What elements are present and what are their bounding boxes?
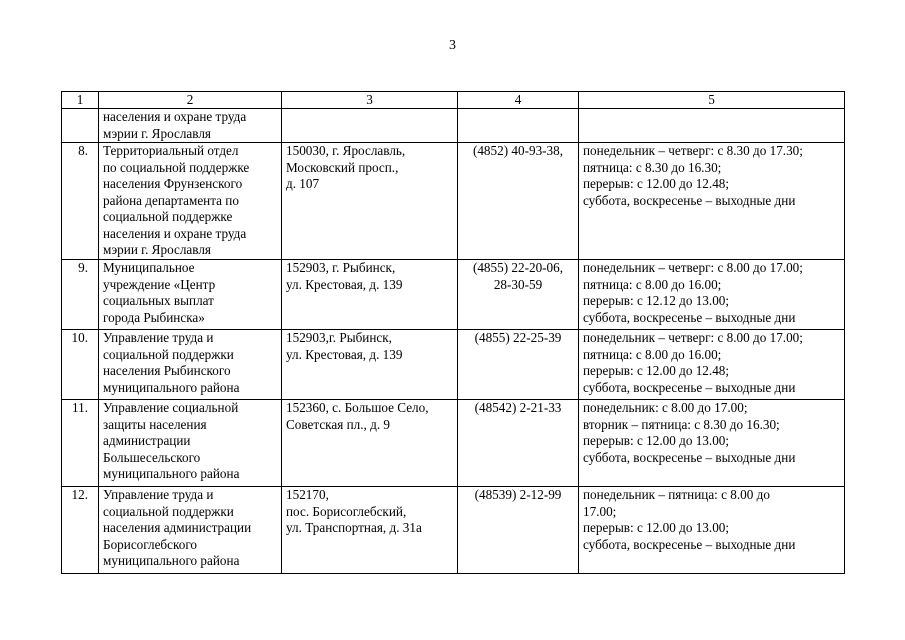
institution-name-line: Управление труда и bbox=[103, 487, 214, 502]
header-col-3: 3 bbox=[282, 92, 458, 109]
address-cell bbox=[282, 143, 458, 260]
institution-name-line: Большесельского bbox=[103, 449, 201, 465]
row-number-cell: 9. bbox=[62, 260, 99, 330]
row-number-cell bbox=[62, 109, 99, 143]
working-hours-cell bbox=[579, 400, 845, 487]
phone-line: 28-30-59 bbox=[493, 276, 543, 292]
institution-name-line: муниципального района bbox=[103, 553, 240, 568]
address-line: ул. Транспортная, д. 31а bbox=[286, 520, 422, 535]
institution-name-line: мэрии г. Ярославля bbox=[103, 125, 211, 141]
phone-cell bbox=[458, 143, 579, 260]
row-number-cell: 10. bbox=[62, 330, 99, 400]
address-line: пос. Борисоглебский, bbox=[286, 503, 407, 519]
working-hours-line: перерыв: с 12.00 до 12.48; bbox=[583, 363, 730, 378]
working-hours-line: перерыв: с 12.12 до 13.00; bbox=[583, 293, 730, 308]
working-hours-cell bbox=[579, 143, 845, 260]
address-cell bbox=[282, 487, 458, 574]
table-header-row bbox=[62, 92, 845, 109]
address-line: д. 107 bbox=[286, 176, 320, 191]
address-line: 152170, bbox=[286, 487, 329, 502]
institution-name-line: муниципального района bbox=[103, 379, 240, 395]
table-row bbox=[62, 143, 845, 260]
institution-name-cell bbox=[99, 143, 282, 260]
institutions-table bbox=[61, 91, 845, 574]
institution-name-line: населения и охране труда bbox=[103, 225, 247, 241]
institution-name-line: Управление социальной bbox=[103, 400, 239, 415]
working-hours-line: перерыв: с 12.00 до 13.00; bbox=[583, 520, 730, 535]
address-line: ул. Крестовая, д. 139 bbox=[286, 276, 403, 292]
table-row bbox=[62, 109, 845, 143]
institution-name-line: социальной поддержке bbox=[103, 209, 233, 224]
institution-name-line: социальных выплат bbox=[103, 293, 214, 308]
address-line: Советская пл., д. 9 bbox=[286, 416, 391, 432]
institution-name-line: защиты населения bbox=[103, 416, 207, 432]
institution-name-line: населения администрации bbox=[103, 520, 252, 535]
address-line: 150030, г. Ярославль, bbox=[286, 143, 406, 158]
address-line: 152360, с. Большое Село, bbox=[286, 400, 429, 415]
phone-line: (4852) 40-93-38, bbox=[472, 143, 564, 158]
phone-line: (48539) 2-12-99 bbox=[474, 487, 562, 502]
working-hours-cell bbox=[579, 487, 845, 574]
header-col-1: 1 bbox=[62, 92, 99, 109]
header-col-4: 4 bbox=[458, 92, 579, 109]
working-hours-line: понедельник – четверг: с 8.30 до 17.30; bbox=[583, 143, 803, 158]
institution-name-line: города Рыбинска» bbox=[103, 309, 205, 325]
working-hours-line: понедельник – четверг: с 8.00 до 17.00; bbox=[583, 330, 803, 345]
page-number: 3 bbox=[449, 38, 456, 53]
address-line: 152903, г. Рыбинск, bbox=[286, 260, 396, 275]
institution-name-line: администрации bbox=[103, 433, 191, 448]
institution-name-line: социальной поддержки bbox=[103, 503, 234, 519]
institution-name-line: населения Фрунзенского bbox=[103, 176, 243, 191]
institution-name-line: социальной поддержки bbox=[103, 346, 234, 362]
phone-cell bbox=[458, 109, 579, 143]
working-hours-line: вторник – пятница: с 8.30 до 16.30; bbox=[583, 416, 780, 432]
table-row bbox=[62, 260, 845, 330]
institution-name-line: Борисоглебского bbox=[103, 536, 198, 552]
working-hours-cell bbox=[579, 330, 845, 400]
institution-name-cell bbox=[99, 109, 282, 143]
institution-name-cell bbox=[99, 330, 282, 400]
address-line: ул. Крестовая, д. 139 bbox=[286, 346, 403, 362]
phone-cell bbox=[458, 487, 579, 574]
address-cell bbox=[282, 330, 458, 400]
row-number-cell: 11. bbox=[62, 400, 99, 487]
working-hours-line: 17.00; bbox=[583, 503, 617, 519]
institution-name-line: Территориальный отдел bbox=[103, 143, 239, 158]
row-number-cell: 12. bbox=[62, 487, 99, 574]
phone-line: (4855) 22-20-06, bbox=[472, 260, 564, 275]
working-hours-line: суббота, воскресенье – выходные дни bbox=[583, 536, 796, 552]
header-col-5: 5 bbox=[579, 92, 845, 109]
institution-name-line: учреждение «Центр bbox=[103, 276, 216, 292]
phone-cell bbox=[458, 260, 579, 330]
table-row bbox=[62, 400, 845, 487]
working-hours-line: суббота, воскресенье – выходные дни bbox=[583, 449, 796, 465]
institution-name-line: Управление труда и bbox=[103, 330, 214, 345]
address-line: 152903,г. Рыбинск, bbox=[286, 330, 392, 345]
institution-name-cell bbox=[99, 260, 282, 330]
working-hours-cell bbox=[579, 260, 845, 330]
working-hours-line: пятница: с 8.00 до 16.00; bbox=[583, 276, 722, 292]
working-hours-line: понедельник – четверг: с 8.00 до 17.00; bbox=[583, 260, 803, 275]
institution-name-cell bbox=[99, 487, 282, 574]
institution-name-line: района департамента по bbox=[103, 192, 239, 208]
working-hours-cell bbox=[579, 109, 845, 143]
phone-cell bbox=[458, 330, 579, 400]
address-line: Московский просп., bbox=[286, 159, 399, 175]
phone-line: (48542) 2-21-33 bbox=[474, 400, 562, 415]
institution-name-cell bbox=[99, 400, 282, 487]
institution-name-line: по социальной поддержке bbox=[103, 159, 250, 175]
address-cell bbox=[282, 260, 458, 330]
working-hours-line: понедельник – пятница: с 8.00 до bbox=[583, 487, 770, 502]
working-hours-line: суббота, воскресенье – выходные дни bbox=[583, 192, 796, 208]
phone-cell bbox=[458, 400, 579, 487]
working-hours-line: суббота, воскресенье – выходные дни bbox=[583, 379, 796, 395]
phone-line: (4855) 22-25-39 bbox=[474, 330, 562, 345]
table-row bbox=[62, 487, 845, 574]
table-row bbox=[62, 330, 845, 400]
working-hours-line: перерыв: с 12.00 до 13.00; bbox=[583, 433, 730, 448]
working-hours-line: пятница: с 8.00 до 16.00; bbox=[583, 346, 722, 362]
row-number-cell: 8. bbox=[62, 143, 99, 260]
institution-name-line: мэрии г. Ярославля bbox=[103, 242, 211, 257]
institution-name-line: населения и охране труда bbox=[103, 109, 247, 124]
header-col-2: 2 bbox=[99, 92, 282, 109]
address-cell bbox=[282, 109, 458, 143]
working-hours-line: пятница: с 8.30 до 16.30; bbox=[583, 159, 722, 175]
institution-name-line: населения Рыбинского bbox=[103, 363, 231, 378]
institution-name-line: муниципального района bbox=[103, 466, 240, 481]
address-cell bbox=[282, 400, 458, 487]
institution-name-line: Муниципальное bbox=[103, 260, 195, 275]
working-hours-line: перерыв: с 12.00 до 12.48; bbox=[583, 176, 730, 191]
working-hours-line: понедельник: с 8.00 до 17.00; bbox=[583, 400, 748, 415]
working-hours-line: суббота, воскресенье – выходные дни bbox=[583, 309, 796, 325]
